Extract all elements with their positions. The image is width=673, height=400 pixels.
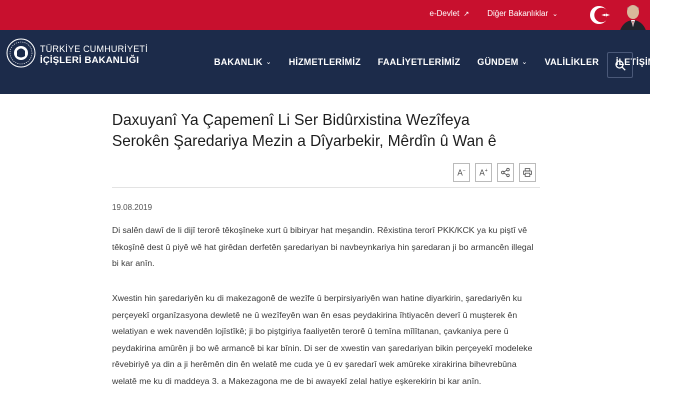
top-bar	[0, 0, 650, 30]
other-ministries-link[interactable]	[487, 9, 558, 18]
brand[interactable]	[40, 44, 148, 66]
print-icon	[523, 168, 532, 177]
title-divider	[112, 187, 540, 188]
nav-item-valilikler[interactable]	[545, 57, 599, 67]
top-links	[430, 9, 558, 18]
other-ministries-label: Diğer Bakanlıklar	[487, 9, 549, 18]
brand-line2: İÇİŞLERİ BAKANLIĞI	[40, 55, 140, 66]
nav-item-bakanlik[interactable]	[214, 57, 272, 67]
article-title: Daxuyanî Ya Çapemenî Li Ser Bidûrxistina Wezîfeya Serokên Şaredariya Mezin a Dîyarbekir, Mêrdîn û Wan ê	[112, 112, 497, 150]
edevlet-link[interactable]	[430, 9, 470, 18]
external-link-icon: ↗	[463, 10, 470, 18]
nav-item-label: FAALİYETLERİMİZ	[377, 57, 461, 67]
article-date: 19.08.2019	[112, 203, 153, 212]
edevlet-label: e-Devlet	[429, 9, 460, 18]
nav-item-label: HİZMETLERİMİZ	[288, 57, 361, 67]
font-increase-icon: A+	[479, 167, 488, 178]
nav-item-label: VALİLİKLER	[544, 57, 599, 67]
chevron-down-icon: ⌄	[521, 59, 528, 66]
font-decrease-icon: A−	[457, 167, 466, 178]
ministry-logo-icon[interactable]	[6, 38, 36, 68]
minister-portrait	[616, 0, 650, 34]
share-button[interactable]	[497, 163, 514, 182]
article-tools	[453, 163, 536, 182]
print-button[interactable]	[519, 163, 536, 182]
article-paragraph-2: Xwestin hin şaredariyên ku di makezagonê de wezîfe û berpirsiyariyên wan hatine diyarkirin, şaredariyên ku perçeyekî organîzasyona dewletê ne û wezîfeyên wan ên esas peydakirina îhtiyacên deverî û muşterek ên welatiyan e wek navendên lojîstîkê; ji bo piştgiriya faaliyetên terorê û temîna mîlîtanan, çavkaniya pere û peydakirina amûrên ji bo wê armancê bi kar bînin. Di ser de xwestin van şaredariyan bikin perçeyekî modeleke rêvebiriyê ya din a ji herêmên din ên welatê me cuda ye û ev şaredarî wek amûreke xirakirina bihevrebûna welatê me ku di maddeya 3. a Makezagona me de bi awayekî zelal hatiye eşkerekirin bi kar anîn.	[112, 293, 533, 386]
article-paragraph-1: Di salên dawî de li dijî terorê têkoşîneke xurt û bibiryar hat meşandin. Rêxistina terorî PKK/KCK ya ku piştî vê têkoşînê dest û piyê wê hat girêdan derfetên şaredariyan bi navbeynkariya hin şaredaran ji bo armancên illegal bi kar anîn.	[112, 225, 534, 268]
nav-item-gundem[interactable]	[477, 57, 527, 67]
nav-item-label: BAKANLIK	[214, 57, 263, 67]
nav-item-label: GÜNDEM	[477, 57, 519, 67]
nav-item-label: İLETİŞİM	[615, 57, 656, 67]
chevron-down-icon: ⌄	[552, 10, 558, 18]
main-header	[0, 30, 656, 94]
nav-item-faaliyetlerimiz[interactable]	[378, 57, 461, 67]
font-increase-button[interactable]	[475, 163, 492, 182]
share-icon	[501, 168, 510, 177]
main-nav	[214, 57, 673, 67]
font-decrease-button[interactable]	[453, 163, 470, 182]
search-button[interactable]	[607, 52, 633, 78]
chevron-down-icon: ⌄	[265, 59, 272, 66]
search-icon	[615, 60, 626, 71]
nav-item-hizmetlerimiz[interactable]	[289, 57, 361, 67]
brand-line1: TÜRKİYE CUMHURİYETİ	[40, 44, 148, 54]
